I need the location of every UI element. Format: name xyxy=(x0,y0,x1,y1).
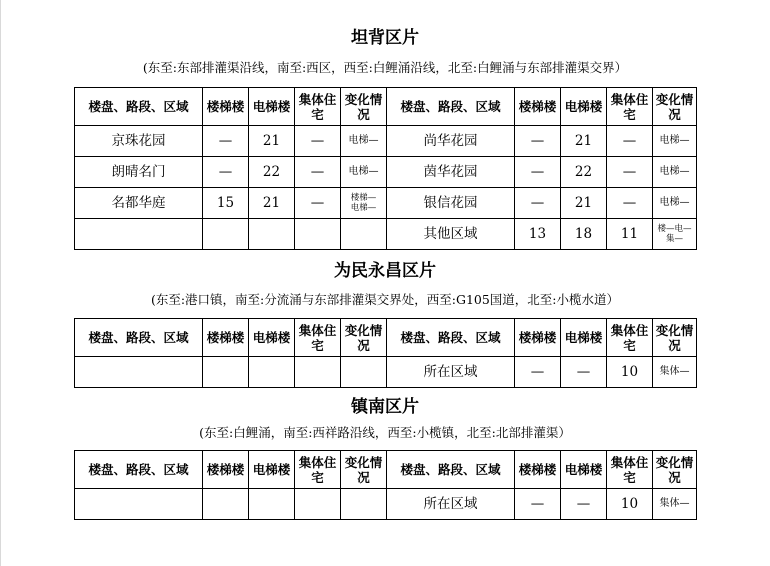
header-cell: 楼盘、路段、区域 xyxy=(75,319,203,357)
table-header-row xyxy=(75,88,697,126)
change-status: 电梯— xyxy=(341,126,387,157)
section-title-weimin-yongchang: 为民永昌区片 xyxy=(334,261,436,281)
header-cell: 楼梯楼 xyxy=(203,319,249,357)
change-status: 电梯— xyxy=(341,157,387,188)
elevator-price xyxy=(249,357,295,388)
header-cell: 楼梯楼 xyxy=(515,319,561,357)
section-boundary-weimin-yongchang: (东至:港口镇，南至:分流涌与东部排灌渠交界处，西至:G105国道，北至:小榄水道） xyxy=(150,292,620,307)
estate-name: 其他区域 xyxy=(387,219,515,250)
elevator-price: 22 xyxy=(249,157,295,188)
header-cell: 楼盘、路段、区域 xyxy=(75,451,203,489)
collective-price: — xyxy=(295,157,341,188)
header-cell: 电梯楼 xyxy=(249,88,295,126)
change-status: 电梯— xyxy=(653,126,697,157)
collective-price xyxy=(295,489,341,520)
table-row xyxy=(75,157,697,188)
stair-price: 15 xyxy=(203,188,249,219)
elevator-price: 21 xyxy=(561,188,607,219)
change-status: 集体— xyxy=(653,357,697,388)
header-cell: 电梯楼 xyxy=(249,451,295,489)
table-weimin-yongchang xyxy=(74,318,697,388)
estate-name: 银信花园 xyxy=(387,188,515,219)
estate-name: 茵华花园 xyxy=(387,157,515,188)
table-header-row xyxy=(75,319,697,357)
section-title-zhennan: 镇南区片 xyxy=(351,397,419,417)
elevator-price: — xyxy=(561,357,607,388)
header-cell: 电梯楼 xyxy=(561,88,607,126)
stair-price: — xyxy=(203,126,249,157)
change-status: 电梯— xyxy=(653,157,697,188)
estate-name: 所在区域 xyxy=(387,489,515,520)
table-tanbei xyxy=(74,87,697,250)
header-cell: 楼梯楼 xyxy=(203,88,249,126)
collective-price xyxy=(295,357,341,388)
elevator-price: 22 xyxy=(561,157,607,188)
collective-price: — xyxy=(607,157,653,188)
elevator-price: — xyxy=(561,489,607,520)
header-cell: 电梯楼 xyxy=(561,451,607,489)
change-status xyxy=(341,219,387,250)
page-left-border xyxy=(0,0,1,566)
collective-price: 10 xyxy=(607,357,653,388)
elevator-price xyxy=(249,219,295,250)
header-cell: 集体住宅 xyxy=(607,451,653,489)
change-status: 楼—电— 集— xyxy=(653,219,697,250)
elevator-price: 21 xyxy=(561,126,607,157)
estate-name xyxy=(75,357,203,388)
estate-name xyxy=(75,489,203,520)
stair-price: — xyxy=(515,489,561,520)
collective-price: — xyxy=(607,126,653,157)
header-cell: 变化情况 xyxy=(341,451,387,489)
header-cell: 集体住宅 xyxy=(295,451,341,489)
section-boundary-zhennan: (东至:白鲤涌，南至:西祥路沿线，西至:小榄镇，北至:北部排灌渠） xyxy=(199,425,571,440)
header-cell: 集体住宅 xyxy=(295,319,341,357)
collective-price xyxy=(295,219,341,250)
table-row xyxy=(75,489,697,520)
table-row xyxy=(75,357,697,388)
header-cell: 变化情况 xyxy=(653,319,697,357)
collective-price: — xyxy=(607,188,653,219)
elevator-price: 18 xyxy=(561,219,607,250)
table-row xyxy=(75,188,697,219)
header-cell: 楼盘、路段、区域 xyxy=(75,88,203,126)
table-row xyxy=(75,219,697,250)
collective-price: — xyxy=(295,126,341,157)
estate-name: 所在区域 xyxy=(387,357,515,388)
stair-price xyxy=(203,357,249,388)
estate-name: 名都华庭 xyxy=(75,188,203,219)
stair-price: — xyxy=(515,157,561,188)
header-cell: 变化情况 xyxy=(341,319,387,357)
change-status: 电梯— xyxy=(653,188,697,219)
estate-name: 尚华花园 xyxy=(387,126,515,157)
elevator-price: 21 xyxy=(249,188,295,219)
header-cell: 集体住宅 xyxy=(295,88,341,126)
stair-price xyxy=(203,219,249,250)
header-cell: 电梯楼 xyxy=(249,319,295,357)
header-cell: 集体住宅 xyxy=(607,88,653,126)
stair-price: — xyxy=(203,157,249,188)
elevator-price xyxy=(249,489,295,520)
stair-price xyxy=(203,489,249,520)
header-cell: 楼梯楼 xyxy=(515,88,561,126)
header-cell: 变化情况 xyxy=(653,451,697,489)
elevator-price: 21 xyxy=(249,126,295,157)
change-status: 楼梯— 电梯— xyxy=(341,188,387,219)
table-zhennan xyxy=(74,450,697,520)
header-cell: 电梯楼 xyxy=(561,319,607,357)
section-boundary-tanbei: (东至:东部排灌渠沿线，南至:西区，西至:白鲤涌沿线，北至:白鲤涌与东部排灌渠交界） xyxy=(142,60,628,75)
collective-price: 10 xyxy=(607,489,653,520)
table-header-row xyxy=(75,451,697,489)
estate-name xyxy=(75,219,203,250)
change-status xyxy=(341,357,387,388)
header-cell: 楼梯楼 xyxy=(203,451,249,489)
change-status: 集体— xyxy=(653,489,697,520)
collective-price: 11 xyxy=(607,219,653,250)
table-row xyxy=(75,126,697,157)
estate-name: 京珠花园 xyxy=(75,126,203,157)
header-cell: 变化情况 xyxy=(341,88,387,126)
header-cell: 变化情况 xyxy=(653,88,697,126)
header-cell: 楼梯楼 xyxy=(515,451,561,489)
change-status xyxy=(341,489,387,520)
section-title-tanbei: 坦背区片 xyxy=(351,28,419,48)
stair-price: — xyxy=(515,126,561,157)
stair-price: 13 xyxy=(515,219,561,250)
header-cell: 楼盘、路段、区域 xyxy=(387,451,515,489)
header-cell: 集体住宅 xyxy=(607,319,653,357)
stair-price: — xyxy=(515,357,561,388)
stair-price: — xyxy=(515,188,561,219)
header-cell: 楼盘、路段、区域 xyxy=(387,319,515,357)
header-cell: 楼盘、路段、区域 xyxy=(387,88,515,126)
estate-name: 朗晴名门 xyxy=(75,157,203,188)
collective-price: — xyxy=(295,188,341,219)
